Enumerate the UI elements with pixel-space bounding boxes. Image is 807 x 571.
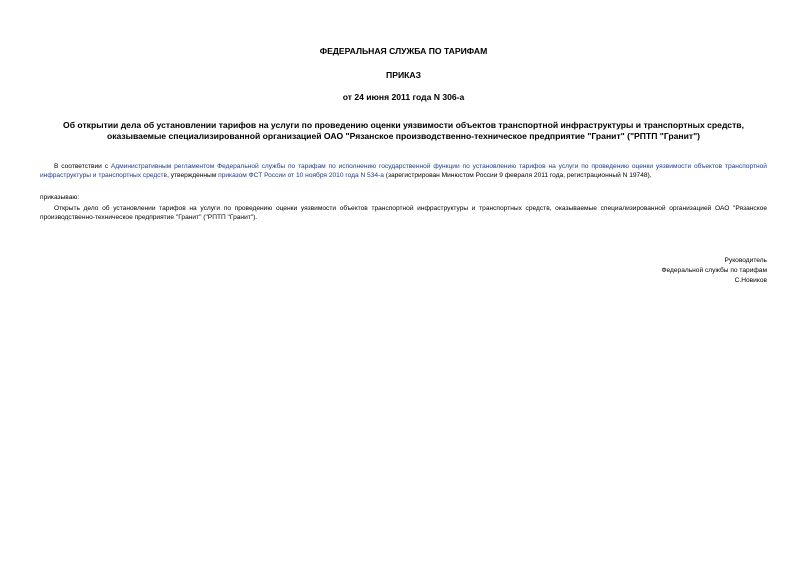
signature-name: С.Новиков [734,277,767,284]
order-word: приказываю: [40,194,80,201]
document-type: ПРИКАЗ [386,70,421,80]
document-date: от 24 июня 2011 года N 306-а [342,92,465,102]
basis-prefix: В соответствии с [54,163,111,170]
document-title: Об открытии дела об установлении тарифов на услуги по проведению оценки уязвимости объектов транспортной инфраструктуры и транспортных средств, оказываемые специализированной организацией ОАО "Рязанское производственно-техническое предприятие "Гранит" ("РПТП "Гранит") [63,120,744,141]
basis-paragraph [40,162,767,180]
signature-block [662,256,768,286]
regulation-link[interactable]: Административным регламентом Федеральной службы по тарифам по исполнению государственной функции по установлению тарифов на услуги по проведению оценки уязвимости объектов транспортной инфраструктуры и транспортных средств [40,163,767,179]
decision-paragraph: Открыть дело об установлении тарифов на услуги по проведению оценки уязвимости объектов транспортной инфраструктуры и транспортных средств, оказываемые специализированной организацией ОАО "Рязанское производственно-техническое предприятие "Гранит" ("РПТП "Гранит"). [40,205,767,221]
agency-name: ФЕДЕРАЛЬНАЯ СЛУЖБА ПО ТАРИФАМ [319,46,488,56]
basis-suffix: (зарегистрирован Минюстом России 9 февраля 2011 года, регистрационный N 19748), [383,172,652,179]
order-link[interactable]: приказом ФСТ России от 10 ноября 2010 года N 534-а [218,172,384,179]
signature-position: Руководитель [724,257,767,264]
signature-organization: Федеральной службы по тарифам [661,267,767,274]
basis-middle: , утвержденным [167,172,219,179]
